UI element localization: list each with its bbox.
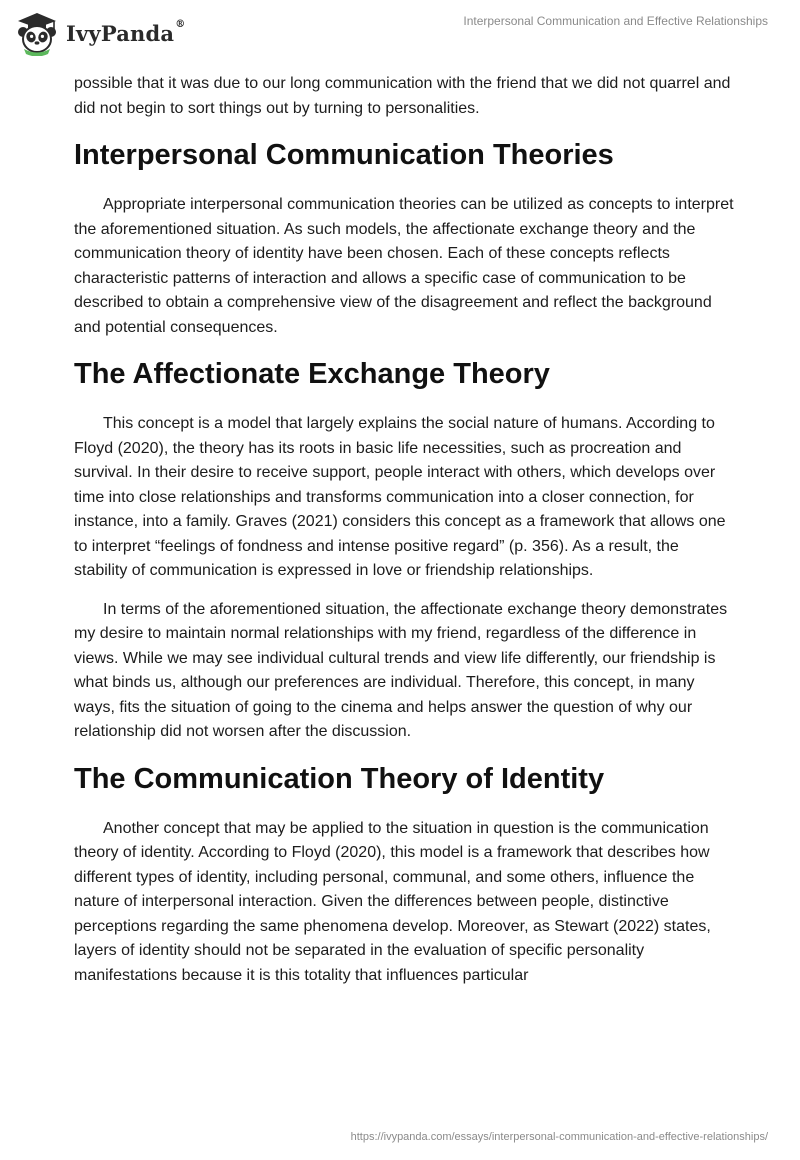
section-heading-communication-identity: The Communication Theory of Identity	[74, 762, 605, 795]
section-heading-interpersonal-theories: Interpersonal Communication Theories	[74, 139, 614, 171]
paragraph: In terms of the aforementioned situation, the affectionate exchange theory demonstrates my desire to maintain normal relationships with my friend, regardless of the difference in views. While we may see individual cultural trends and view life differently, our friendship is what binds us, although our preferences are individual. Therefore, this concept, in many ways, fits the situation of going to the cinema and helps answer the question of why our relationship did not worsen after the discussion.	[74, 600, 728, 740]
essay-body	[74, 72, 734, 1002]
paragraph: Appropriate interpersonal communication theories can be utilized as concepts to interpret the aforementioned situation. As such models, the affectionate exchange theory and the communication theory of identity have been chosen. Each of these concepts reflects characteristic patterns of interaction and allows a specific case of communication to be described to obtain a comprehensive view of the disagreement and reflect the background and potential consequences.	[74, 196, 734, 336]
section-heading-affectionate-exchange: The Affectionate Exchange Theory	[74, 358, 550, 390]
paragraph: This concept is a model that largely explains the social nature of humans. According to Floyd (2020), the theory has its roots in basic life necessities, such as procreation and survival. In their desire to receive support, people interact with others, which develops over time into close relationships and transforms communication into a closer connection, for instance, into a family. Graves (2021) considers this concept as a framework that allows one to interpret “feelings of fondness and intense positive regard” (p. 356). As a result, the stability of communication is expressed in love or friendship relationships.	[74, 415, 726, 579]
ivypanda-logo[interactable]	[14, 10, 185, 56]
paragraph: Another concept that may be applied to the situation in question is the communication theory of identity. According to Floyd (2020), this model is a framework that describes how different types of identity, including personal, communal, and some others, influence the nature of interpersonal interaction. Given the differences between people, distinctive perceptions regarding the same phenomena develop. Moreover, as Stewart (2022) states, layers of identity should not be separated in the evaluation of specific personality manifestations because it is this totality that influences particular	[74, 819, 711, 984]
logo-wordmark: IvyPanda®	[66, 18, 186, 46]
source-url[interactable]: https://ivypanda.com/essays/interpersonal-communication-and-effective-relationships/	[350, 1131, 768, 1143]
page-header	[0, 0, 800, 68]
intro-paragraph: possible that it was due to our long communication with the friend that we did not quarrel and did not begin to sort things out by turning to personalities.	[74, 75, 731, 117]
document-title: Interpersonal Communication and Effective Relationships	[463, 14, 768, 28]
panda-graduate-icon	[14, 10, 60, 56]
